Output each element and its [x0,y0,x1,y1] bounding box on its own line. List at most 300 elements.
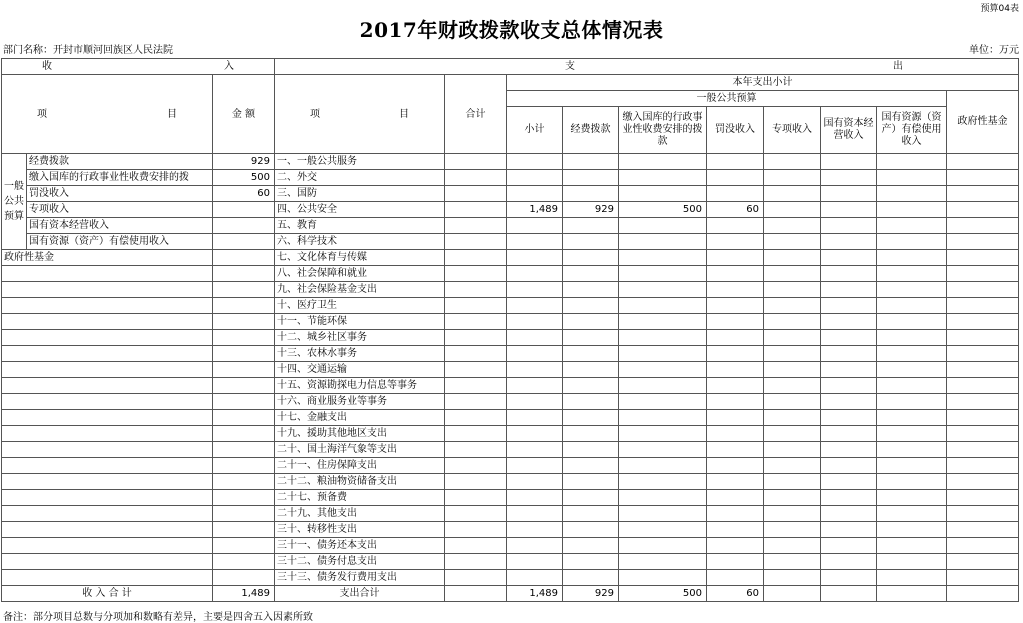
expense-fee [619,442,707,458]
expense-item-name: 三十、转移性支出 [275,522,445,538]
expense-operating [563,554,619,570]
empty-amount-cell [213,266,275,282]
expense-state-assets [877,218,947,234]
expense-fine [707,426,764,442]
total-empty [947,586,1019,602]
expense-subtotal [507,442,563,458]
empty-amount-cell [213,490,275,506]
empty-income-cell [2,458,213,474]
expense-subtotal [507,170,563,186]
expense-special [764,154,821,170]
expense-subtotal [507,554,563,570]
expense-item-name: 三十一、债务还本支出 [275,538,445,554]
expense-fee [619,186,707,202]
expense-state-assets [877,458,947,474]
expense-total [445,282,507,298]
expense-total [445,170,507,186]
empty-income-cell [2,554,213,570]
expense-fee [619,506,707,522]
expense-item-name: 十六、商业服务业等事务 [275,394,445,410]
expense-subtotal [507,218,563,234]
expense-item-name: 五、教育 [275,218,445,234]
expense-total [445,410,507,426]
expense-gov-fund [947,570,1019,586]
expense-state-capital [821,186,877,202]
expense-state-assets [877,570,947,586]
expense-fee [619,474,707,490]
expense-state-capital [821,218,877,234]
expense-fine [707,314,764,330]
expense-gov-fund [947,426,1019,442]
table-row [2,506,1019,522]
budget-table [1,58,1019,602]
expense-state-assets [877,378,947,394]
expense-total [445,490,507,506]
expense-fine [707,234,764,250]
empty-amount-cell [213,314,275,330]
expense-gov-fund [947,282,1019,298]
expense-fine [707,330,764,346]
expense-total [445,442,507,458]
expense-operating [563,378,619,394]
empty-amount-cell [213,554,275,570]
expense-fine [707,442,764,458]
expense-gov-fund [947,250,1019,266]
expense-total [445,474,507,490]
expense-item-name: 四、公共安全 [275,202,445,218]
special-col-header: 专项收入 [764,107,821,154]
expense-state-assets [877,474,947,490]
expense-fine [707,186,764,202]
table-code-label: 预算04表 [980,4,1019,14]
expense-item-name: 二、外交 [275,170,445,186]
expense-fee [619,570,707,586]
expense-fine [707,346,764,362]
expense-operating [563,314,619,330]
table-row [2,378,1019,394]
expense-subtotal [507,410,563,426]
expense-operating [563,154,619,170]
expense-state-capital [821,522,877,538]
expense-subtotal [507,234,563,250]
expense-subtotal [507,506,563,522]
expense-special [764,570,821,586]
expense-item-name: 十七、金融支出 [275,410,445,426]
income-item-amount: 500 [213,170,275,186]
expense-operating [563,522,619,538]
expense-state-assets [877,186,947,202]
total-fine: 60 [707,586,764,602]
item-header-right: 目 [167,108,177,120]
expense-operating [563,282,619,298]
header-row-2 [2,75,1019,91]
table-row [2,362,1019,378]
expense-gov-fund [947,554,1019,570]
fine-col-header: 罚没收入 [707,107,764,154]
empty-income-cell [2,394,213,410]
expense-state-assets [877,298,947,314]
expense-item-header-left: 项 [310,108,320,120]
table-row [2,234,1019,250]
expense-state-assets [877,154,947,170]
expense-state-capital [821,154,877,170]
expense-total-label: 支出合计 [275,586,445,602]
expense-state-capital [821,442,877,458]
expense-total [445,330,507,346]
expense-state-assets [877,234,947,250]
empty-income-cell [2,346,213,362]
expense-item-name: 十二、城乡社区事务 [275,330,445,346]
expense-fee [619,426,707,442]
expense-fine [707,250,764,266]
total-subtotal: 1,489 [507,586,563,602]
expense-operating [563,490,619,506]
empty-amount-cell [213,570,275,586]
general-budget-header: 一般公共预算 [507,91,947,107]
expense-special [764,298,821,314]
expense-state-capital [821,490,877,506]
empty-amount-cell [213,410,275,426]
empty-amount-cell [213,474,275,490]
expense-state-assets [877,426,947,442]
grand-total [445,586,507,602]
expense-header-left: 支 [565,61,575,72]
table-row [2,394,1019,410]
department-name: 部门名称：开封市顺河回族区人民法院 [3,45,173,56]
expense-total [445,202,507,218]
total-header: 合计 [445,75,507,154]
expense-fee [619,362,707,378]
empty-amount-cell [213,458,275,474]
subtotal-col-header: 小计 [507,107,563,154]
expense-special [764,170,821,186]
table-row [2,170,1019,186]
expense-item-name: 二十二、粮油物资储备支出 [275,474,445,490]
table-row [2,538,1019,554]
total-fee: 500 [619,586,707,602]
expense-item-name: 九、社会保险基金支出 [275,282,445,298]
expense-item-name: 十四、交通运输 [275,362,445,378]
income-item-name: 缴入国库的行政事业性收费安排的拨 [27,170,213,186]
expense-total [445,426,507,442]
item-header-left: 项 [37,108,47,120]
total-empty [764,586,821,602]
expense-subtotal [507,394,563,410]
expense-subtotal [507,538,563,554]
expense-fine [707,490,764,506]
year-subtotal-header: 本年支出小计 [507,75,1019,91]
expense-fee [619,458,707,474]
expense-special [764,186,821,202]
expense-state-capital [821,394,877,410]
empty-income-cell [2,538,213,554]
table-row [2,570,1019,586]
income-header [2,59,275,75]
expense-state-assets [877,346,947,362]
expense-gov-fund [947,218,1019,234]
income-total-label: 收 入 合 计 [2,586,213,602]
expense-operating [563,474,619,490]
expense-gov-fund [947,474,1019,490]
expense-total [445,362,507,378]
expense-state-capital [821,458,877,474]
income-item-name: 国有资本经营收入 [27,218,213,234]
expense-fee [619,490,707,506]
expense-item-name: 十五、资源勘探电力信息等事务 [275,378,445,394]
expense-special [764,410,821,426]
expense-operating [563,170,619,186]
expense-subtotal [507,426,563,442]
expense-total [445,298,507,314]
expense-item-name: 二十一、住房保障支出 [275,458,445,474]
expense-fine [707,362,764,378]
expense-special [764,250,821,266]
expense-special [764,442,821,458]
expense-gov-fund [947,458,1019,474]
expense-fee [619,346,707,362]
expense-operating [563,570,619,586]
expense-state-assets [877,170,947,186]
income-item-name: 专项收入 [27,202,213,218]
table-row [2,282,1019,298]
expense-gov-fund [947,506,1019,522]
expense-state-capital [821,234,877,250]
expense-special [764,330,821,346]
unit-label: 单位：万元 [969,45,1019,56]
expense-item-name: 十、医疗卫生 [275,298,445,314]
gov-fund-header: 政府性基金 [947,91,1019,154]
expense-item-name: 十三、农林水事务 [275,346,445,362]
empty-income-cell [2,426,213,442]
expense-operating [563,362,619,378]
expense-total [445,218,507,234]
expense-state-capital [821,570,877,586]
table-row [2,474,1019,490]
gov-fund-income-label: 政府性基金 [2,250,213,266]
expense-operating [563,410,619,426]
expense-fine [707,506,764,522]
expense-special [764,490,821,506]
expense-gov-fund [947,410,1019,426]
expense-gov-fund [947,266,1019,282]
expense-gov-fund [947,314,1019,330]
expense-fine [707,266,764,282]
expense-operating [563,266,619,282]
expense-state-assets [877,362,947,378]
expense-state-capital [821,266,877,282]
expense-operating [563,218,619,234]
expense-item-name: 二十、国土海洋气象等支出 [275,442,445,458]
expense-state-assets [877,490,947,506]
expense-item-name: 三十二、债务付息支出 [275,554,445,570]
expense-fine [707,378,764,394]
expense-gov-fund [947,154,1019,170]
empty-amount-cell [213,362,275,378]
expense-operating [563,458,619,474]
expense-special [764,458,821,474]
expense-total [445,458,507,474]
footnote: 备注：部分项目总数与分项加和数略有差异，主要是四舍五入因素所致 [3,612,313,623]
expense-total [445,266,507,282]
table-row [2,218,1019,234]
expense-operating [563,250,619,266]
expense-special [764,234,821,250]
expense-state-capital [821,538,877,554]
expense-special [764,474,821,490]
expense-item-header [275,75,445,154]
expense-gov-fund [947,362,1019,378]
empty-income-cell [2,522,213,538]
expense-operating [563,538,619,554]
expense-operating [563,186,619,202]
expense-subtotal [507,474,563,490]
expense-state-assets [877,330,947,346]
expense-subtotal [507,522,563,538]
expense-gov-fund [947,234,1019,250]
state-capital-col-header: 国有资本经营收入 [821,107,877,154]
expense-gov-fund [947,202,1019,218]
expense-subtotal [507,298,563,314]
expense-operating [563,426,619,442]
table-row [2,298,1019,314]
totals-row [2,586,1019,602]
expense-total [445,522,507,538]
expense-special [764,346,821,362]
expense-subtotal [507,570,563,586]
expense-total [445,234,507,250]
expense-fee [619,410,707,426]
expense-operating [563,442,619,458]
income-group-label: 一般公共预算 [2,154,27,250]
empty-amount-cell [213,442,275,458]
expense-state-capital [821,202,877,218]
expense-subtotal [507,330,563,346]
expense-item-name: 二十七、预备费 [275,490,445,506]
expense-total [445,506,507,522]
gov-fund-income-amount [213,250,275,266]
expense-subtotal [507,282,563,298]
empty-amount-cell [213,426,275,442]
expense-fee [619,554,707,570]
expense-state-capital [821,314,877,330]
expense-item-name: 二十九、其他支出 [275,506,445,522]
expense-fee: 500 [619,202,707,218]
expense-gov-fund [947,170,1019,186]
expense-subtotal [507,314,563,330]
empty-amount-cell [213,378,275,394]
expense-special [764,218,821,234]
expense-state-capital [821,362,877,378]
expense-gov-fund [947,442,1019,458]
expense-subtotal [507,186,563,202]
expense-fee [619,266,707,282]
expense-fine [707,474,764,490]
income-item-amount: 929 [213,154,275,170]
expense-fine [707,282,764,298]
empty-income-cell [2,298,213,314]
expense-gov-fund [947,378,1019,394]
expense-fee [619,234,707,250]
table-row [2,426,1019,442]
expense-fine [707,394,764,410]
expense-fee [619,298,707,314]
expense-special [764,314,821,330]
table-row [2,314,1019,330]
table-row [2,330,1019,346]
table-row [2,186,1019,202]
expense-fine [707,554,764,570]
expense-fee [619,522,707,538]
expense-subtotal [507,266,563,282]
expense-subtotal [507,362,563,378]
table-row [2,202,1019,218]
expense-fee [619,170,707,186]
expense-gov-fund [947,346,1019,362]
expense-fine [707,154,764,170]
income-item-header [2,75,213,154]
expense-fine [707,570,764,586]
expense-state-assets [877,538,947,554]
expense-special [764,522,821,538]
header-row-1 [2,59,1019,75]
expense-operating [563,298,619,314]
expense-operating [563,330,619,346]
expense-fee [619,154,707,170]
expense-subtotal [507,154,563,170]
expense-item-name: 三、国防 [275,186,445,202]
table-row [2,458,1019,474]
expense-fee [619,330,707,346]
expense-subtotal [507,490,563,506]
income-item-amount [213,202,275,218]
empty-amount-cell [213,506,275,522]
income-item-name: 国有资源（资产）有偿使用收入 [27,234,213,250]
income-item-name: 经费拨款 [27,154,213,170]
expense-header [275,59,1019,75]
empty-amount-cell [213,394,275,410]
table-row [2,346,1019,362]
expense-special [764,378,821,394]
table-row [2,266,1019,282]
expense-header-right: 出 [893,61,903,72]
income-item-amount [213,234,275,250]
expense-total [445,250,507,266]
expense-item-name: 十一、节能环保 [275,314,445,330]
expense-subtotal [507,378,563,394]
page-title: 2017年财政拨款收支总体情况表 [359,18,664,42]
table-row [2,522,1019,538]
table-row [2,490,1019,506]
income-header-right: 入 [224,61,234,72]
expense-fee [619,538,707,554]
table-row [2,410,1019,426]
expense-item-name: 三十三、债务发行费用支出 [275,570,445,586]
expense-operating [563,394,619,410]
expense-special [764,506,821,522]
expense-fine [707,170,764,186]
expense-gov-fund [947,538,1019,554]
expense-operating [563,346,619,362]
expense-fee [619,282,707,298]
expense-state-capital [821,426,877,442]
expense-fine [707,522,764,538]
state-assets-col-header: 国有资源（资产）有偿使用收入 [877,107,947,154]
expense-state-capital [821,410,877,426]
expense-operating: 929 [563,202,619,218]
income-item-name: 罚没收入 [27,186,213,202]
expense-state-capital [821,346,877,362]
expense-state-assets [877,250,947,266]
